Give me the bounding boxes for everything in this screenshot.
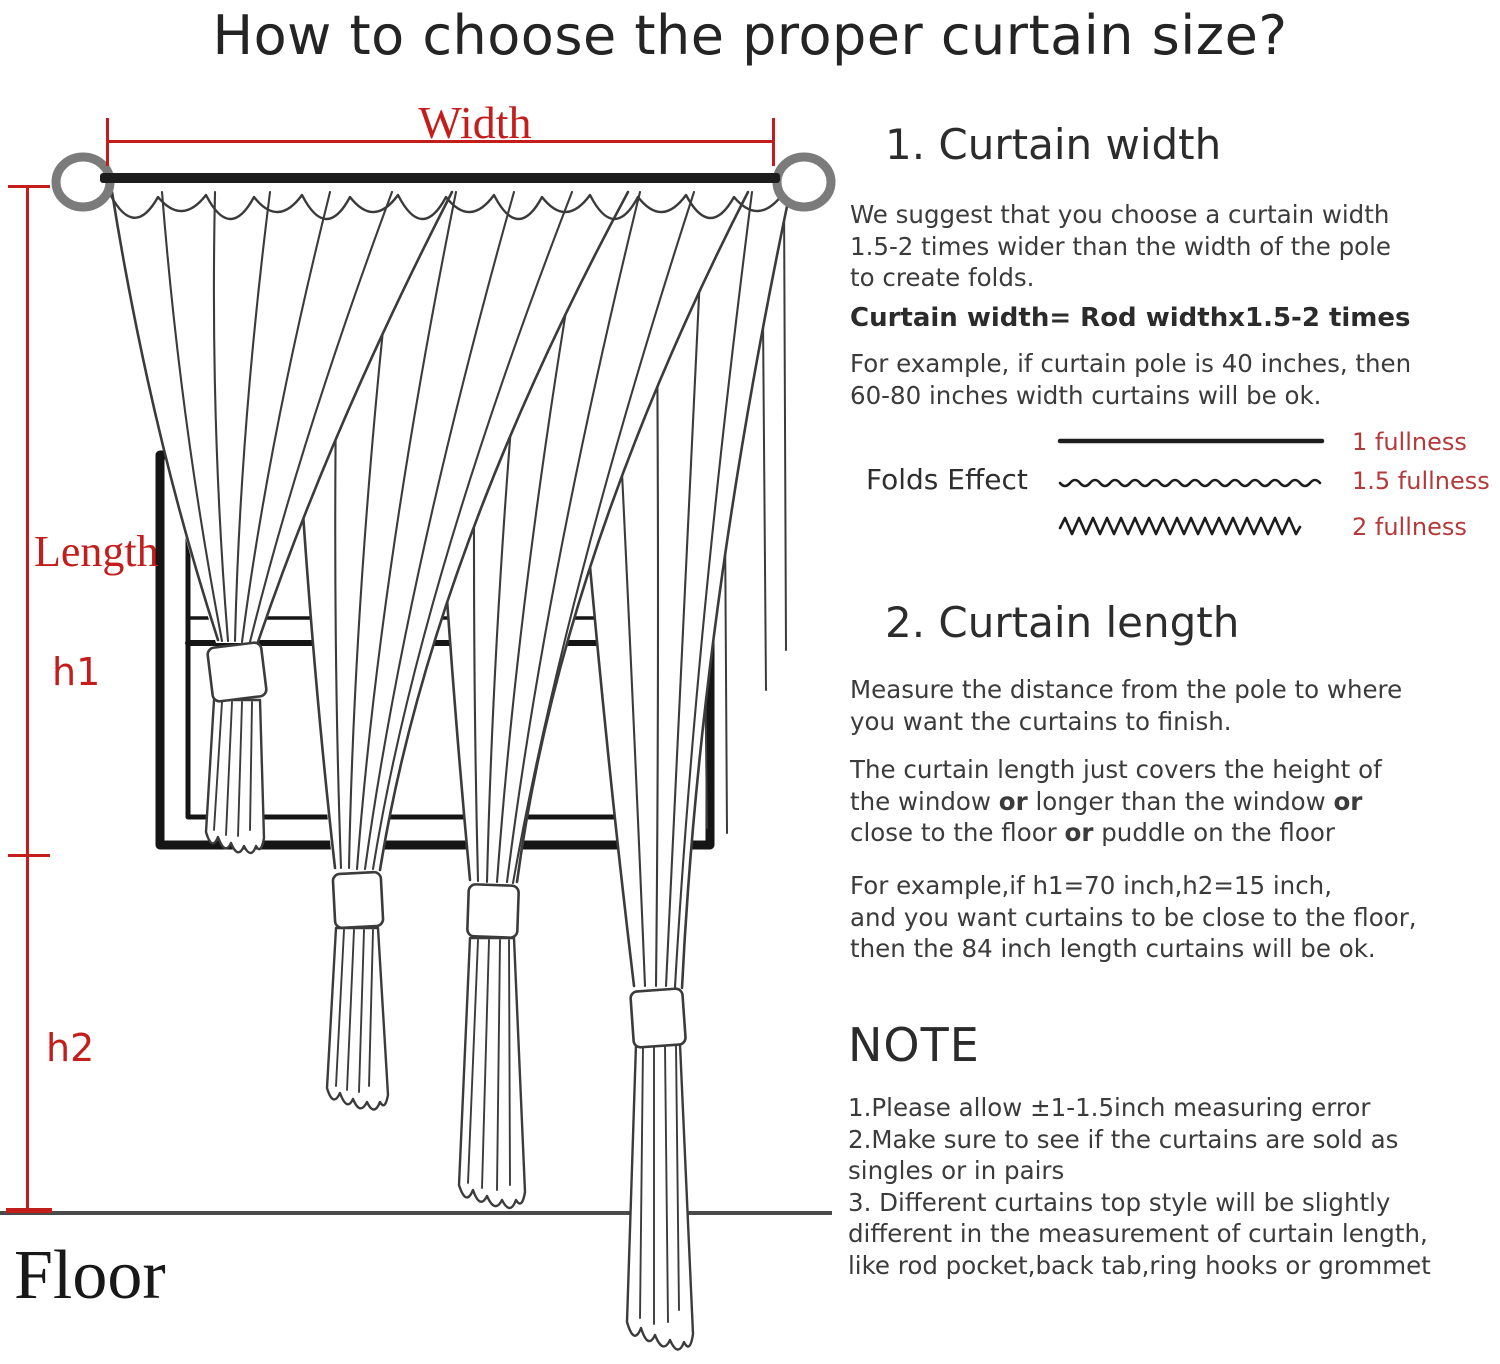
note-heading: NOTE	[848, 1018, 980, 1072]
note-line: singles or in pairs	[848, 1156, 1065, 1185]
length-measure-tick-bottom	[6, 1208, 52, 1213]
fullness-2-label: 2 fullness	[1352, 513, 1467, 541]
tassel-4	[627, 1044, 693, 1350]
paragraph-line: close to the floor or puddle on the floor	[850, 818, 1335, 847]
rod-ring-right	[777, 157, 831, 207]
tieback-2	[333, 872, 384, 928]
tassel-2	[327, 928, 388, 1110]
paragraph-line: to create folds.	[850, 263, 1035, 292]
paragraph-line: you want the curtains to finish.	[850, 706, 1232, 736]
length-measure-tick-mid	[8, 854, 50, 857]
tassel-1	[206, 700, 264, 853]
paragraph-line: then the 84 inch length curtains will be ok.	[850, 934, 1376, 963]
paragraph-line: The curtain length just covers the height of	[850, 755, 1382, 784]
curtain-rod	[100, 173, 780, 183]
fullness-1-5-label: 1.5 fullness	[1352, 467, 1490, 495]
fullness-line-zigzag	[1060, 518, 1300, 534]
length-label: Length	[34, 527, 159, 576]
length-measure-tick-top	[8, 185, 50, 188]
paragraph-line: For example, if curtain pole is 40 inches, then	[850, 349, 1412, 378]
section-length-para2	[850, 754, 1382, 849]
width-label: Width	[418, 97, 532, 148]
folds-effect-lines	[1040, 425, 1350, 545]
note-line: 1.Please allow ±1-1.5inch measuring error	[848, 1093, 1371, 1122]
section-length-heading: 2. Curtain length	[885, 598, 1240, 647]
tieback-3	[467, 884, 519, 938]
tieback-1	[207, 642, 267, 702]
tieback-4	[630, 988, 686, 1047]
section-width-heading: 1. Curtain width	[885, 120, 1222, 169]
paragraph-line: For example,if h1=70 inch,h2=15 inch,	[850, 871, 1332, 900]
h2-label: h2	[46, 1026, 95, 1070]
paragraph-line: We suggest that you choose a curtain width	[850, 200, 1390, 229]
fullness-line-wavy	[1060, 480, 1320, 486]
note-line: 3. Different curtains top style will be slightly	[848, 1187, 1391, 1217]
paragraph-line: Measure the distance from the pole to where	[850, 675, 1403, 704]
section-width-para1	[850, 199, 1391, 294]
fullness-1-label: 1 fullness	[1352, 428, 1467, 456]
section-length-para1	[850, 674, 1402, 737]
paragraph-line: 1.5-2 times wider than the width of the pole	[850, 231, 1392, 261]
paragraph-line: 60-80 inches width curtains will be ok.	[850, 380, 1322, 410]
note-line: different in the measurement of curtain length,	[848, 1219, 1428, 1248]
width-measure-tick-left	[106, 118, 109, 166]
width-measure-tick-right	[772, 118, 775, 166]
tassel-3	[459, 938, 525, 1208]
h1-label: h1	[52, 650, 101, 694]
note-line: 2.Make sure to see if the curtains are sold as	[848, 1124, 1399, 1154]
note-body	[848, 1092, 1431, 1281]
paragraph-line: the window or longer than the window or	[850, 786, 1363, 816]
page-title: How to choose the proper curtain size?	[212, 4, 1288, 67]
section-width-para2	[850, 348, 1411, 411]
folds-effect-label: Folds Effect	[866, 463, 1028, 496]
section-length-para3	[850, 870, 1417, 965]
note-line: like rod pocket,back tab,ring hooks or grommet	[848, 1250, 1431, 1280]
paragraph-line: and you want curtains to be close to the floor,	[850, 902, 1417, 932]
curtain-width-formula: Curtain width= Rod widthx1.5-2 times	[850, 303, 1411, 333]
floor-label: Floor	[14, 1237, 166, 1314]
length-measure-line	[26, 186, 29, 1213]
